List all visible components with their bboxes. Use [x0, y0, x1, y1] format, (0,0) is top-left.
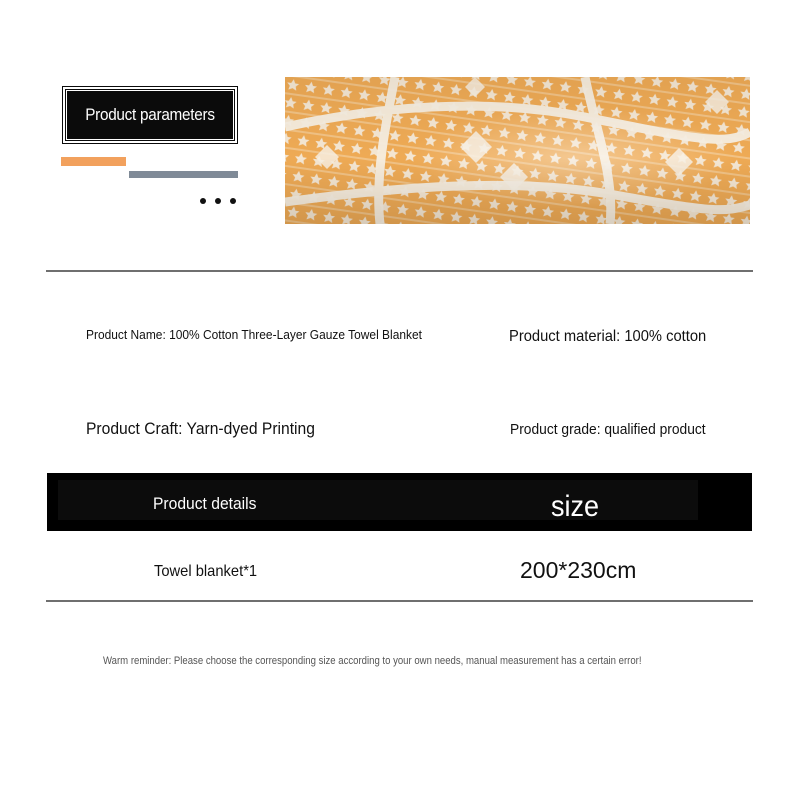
bottom-divider: [46, 600, 753, 602]
product-name: Product Name: 100% Cotton Three-Layer Gauze Towel Blanket: [86, 327, 422, 342]
top-divider: [46, 270, 753, 272]
product-parameters-badge: [62, 86, 238, 144]
badge-title: Product parameters: [85, 105, 215, 124]
product-grade: Product grade: qualified product: [510, 421, 706, 438]
size-value: 200*230cm: [520, 557, 637, 583]
dot: [200, 198, 206, 204]
dot: [215, 198, 221, 204]
size-column-header: size: [551, 490, 600, 523]
product-material: Product material: 100% cotton: [509, 328, 707, 345]
ellipsis-icon: [200, 198, 236, 204]
details-column-header: Product details: [153, 494, 257, 513]
fabric-photo: [285, 77, 750, 224]
dot: [230, 198, 236, 204]
details-header-bar: [47, 473, 752, 531]
warm-reminder: Warm reminder: Please choose the corresponding size according to your own needs, manual measurement has a certain error!: [103, 655, 642, 667]
grey-accent-stripe: [129, 171, 238, 178]
product-craft: Product Craft: Yarn-dyed Printing: [86, 419, 315, 438]
orange-accent-stripe: [61, 157, 126, 166]
details-item: Towel blanket*1: [154, 563, 258, 580]
